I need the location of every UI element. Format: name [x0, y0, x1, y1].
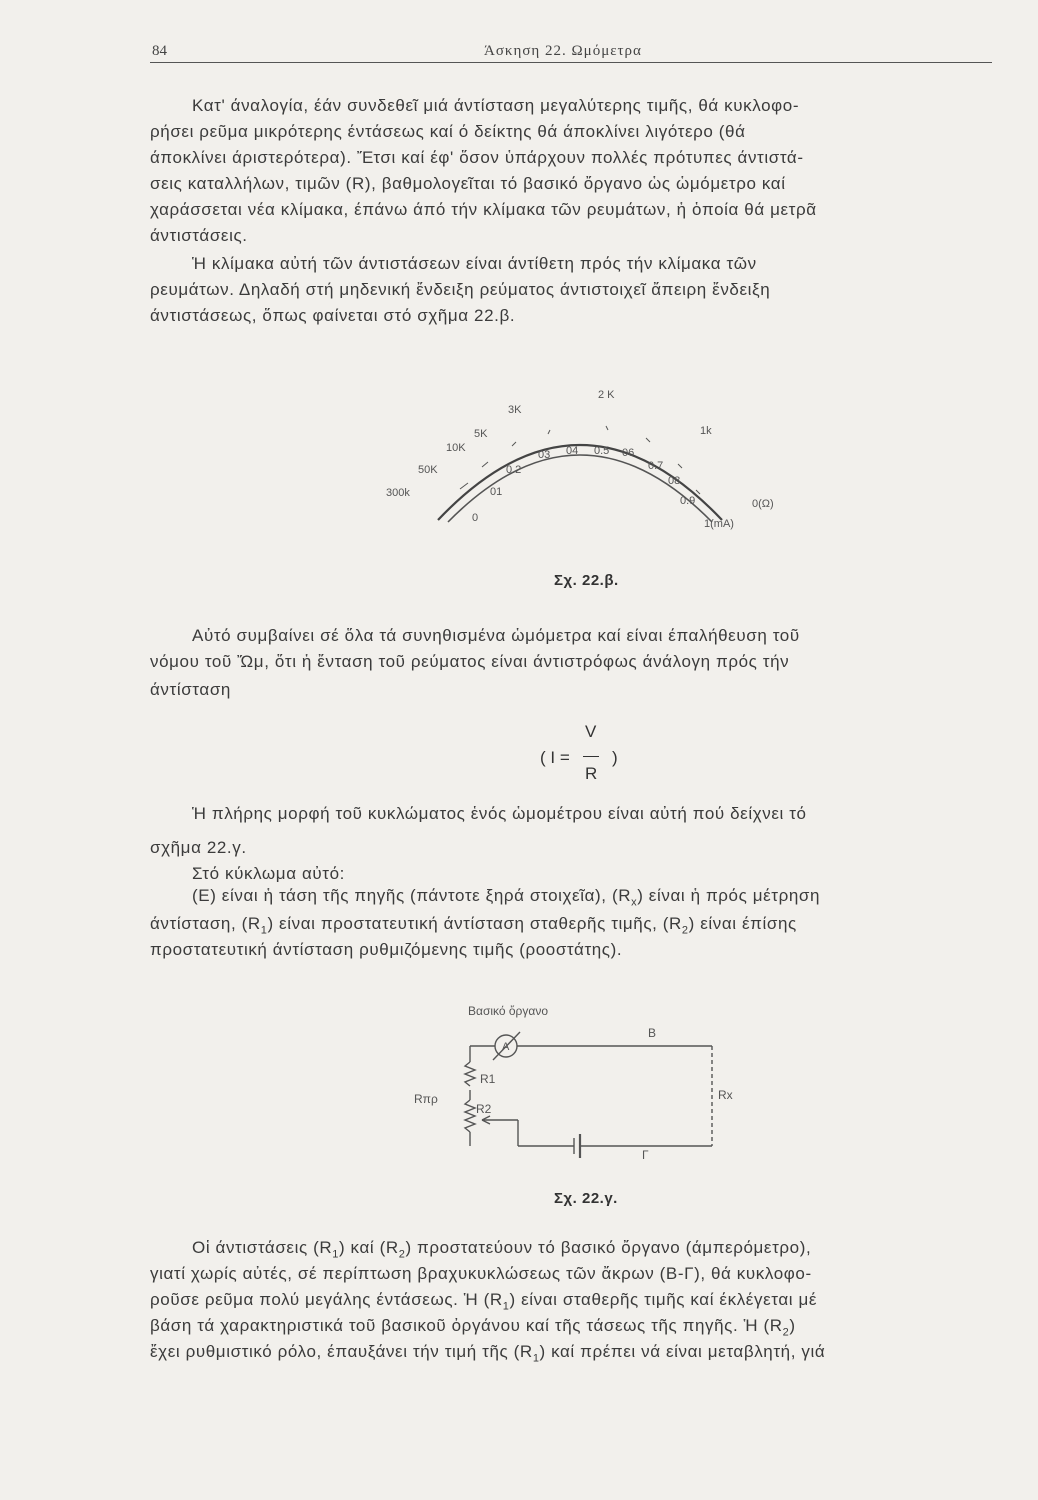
fraction-bar	[583, 756, 599, 757]
scale-label-inner: 04	[566, 445, 579, 457]
formula-lhs: ( I =	[540, 748, 570, 767]
text-line: νόμου τοῦ Ὤμ, ὅτι ἡ ἔνταση τοῦ ρεύματος είναι άντιστρόφως άνάλογη πρός τήν	[150, 652, 790, 671]
text-line: Ἡ κλίμακα αὐτή τῶν άντιστάσεων είναι άντίθετη πρός τήν κλίμακα τῶν	[192, 254, 757, 273]
terminal-g-label: Γ	[642, 1148, 649, 1162]
scale-label-outer: 10K	[446, 442, 466, 454]
scale-label-inner: 06	[622, 447, 635, 459]
scale-label-outer: 5K	[474, 428, 488, 440]
ammeter-label: A	[502, 1041, 510, 1053]
text-line: (E) είναι ἡ τάση τῆς πηγῆς (πάντοτε ξηρά στοιχεῖα), $(R_x)$ είναι ἡ πρός μέτρηση	[192, 886, 821, 909]
running-title: Άσκηση 22. Ωμόμετρα	[484, 43, 642, 59]
ohmmeter-circuit-figure	[400, 1000, 760, 1180]
text-line: ἔχει ρυθμιστικό ρόλο, έπαυξάνει τήν τιμή τῆς $(R_1)$ καί πρέπει νά είναι μεταβλητή, γιά	[150, 1342, 826, 1365]
scale-label-inner: 0	[472, 512, 479, 524]
scale-label-inner: 08	[668, 475, 681, 487]
r2-label: R2	[476, 1102, 492, 1116]
text-line: άντιστάσεις.	[150, 226, 248, 245]
text-line: άντίσταση, $(R_1)$ είναι προστατευτική άντίσταση σταθερῆς τιμῆς, $(R_2)$ είναι έπίσης	[150, 914, 797, 937]
text-line: ρευμάτων. Δηλαδή στή μηδενική ἔνδειξη ρεύματος άντιστοιχεῖ ἄπειρη ἔνδειξη	[150, 280, 771, 299]
text-line: ροῦσε ρεῦμα πολύ μεγάλης έντάσεως. Ἡ $(R_1)$ είναι σταθερῆς τιμῆς καί έκλέγεται μέ	[150, 1290, 818, 1313]
text-line: άντίσταση	[150, 680, 231, 699]
text-line: Οἱ άντιστάσεις $(R_1)$ καί $(R_2)$ προστατεύουν τό βασικό ὄργανο (άμπερόμετρο),	[192, 1238, 812, 1261]
scale-label-inner: 0.5	[594, 445, 610, 457]
scale-label-outer: 1k	[700, 425, 712, 437]
inner-scale-arc	[448, 455, 712, 522]
scale-label-outer: 3K	[508, 404, 522, 416]
text-line: Κατ' άναλογία, έάν συνδεθεῖ μιά άντίσταση μεγαλύτερης τιμῆς, θά κυκλοφο-	[192, 96, 800, 115]
scale-label-outer: 50K	[418, 464, 438, 476]
scale-label-inner: 1(mA)	[704, 518, 734, 530]
scale-label-inner: 0.7	[648, 460, 664, 472]
formula-denominator: R	[585, 764, 598, 783]
text-line: χαράσσεται νέα κλίμακα, έπάνω άπό τήν κλίμακα τῶν ρευμάτων, ἡ ὁποία θά μετρᾶ	[150, 200, 817, 219]
scale-label-inner: 01	[490, 486, 503, 498]
formula-numerator: V	[585, 722, 597, 741]
rx-label: Rx	[718, 1088, 733, 1102]
scale-label-inner: 03	[538, 449, 551, 461]
scale-label-outer: 0(Ω)	[752, 498, 774, 510]
text-line: Ἡ πλήρης μορφή τοῦ κυκλώματος ἑνός ὡμομέτρου είναι αὐτή πού δείχνει τό	[192, 804, 807, 823]
text-line: ρήσει ρεῦμα μικρότερης έντάσεως καί ό δείκτης θά άποκλίνει λιγότερο (θά	[150, 122, 746, 141]
text-line: γιατί χωρίς αὐτές, σέ περίπτωση βραχυκυκλώσεως τῶν ἄκρων (Β-Γ), θά κυκλοφο-	[150, 1264, 812, 1283]
text-line: βάση τά χαρακτηριστικά τοῦ βασικοῦ ὀργάνου καί τῆς τάσεως τῆς πηγῆς. Ἡ $(R_2)$	[150, 1316, 796, 1339]
formula-rhs: )	[612, 748, 618, 767]
page-number: 84	[152, 43, 167, 59]
header-rule	[150, 62, 992, 63]
text-line: σεις καταλλήλων, τιμῶν (R), βαθμολογεῖται τό βασικό ὄργανο ὡς ὡμόμετρο καί	[150, 174, 786, 193]
text-line: προστατευτική άντίσταση ρυθμιζόμενης τιμῆς (ροοστάτης).	[150, 940, 623, 959]
scale-label-inner: 0.9	[680, 495, 696, 507]
text-line: σχῆμα 22.γ.	[150, 838, 247, 857]
text-line: Στό κύκλωμα αὐτό:	[192, 864, 345, 883]
terminal-b-label: B	[648, 1026, 657, 1040]
instrument-label: Βασικό ὄργανο	[468, 1004, 548, 1018]
scale-label-inner: 0.2	[506, 464, 522, 476]
scale-label-outer: 2 K	[598, 389, 615, 401]
text-line: άποκλίνει άριστερότερα). Ἔτσι καί έφ' ὅσον ὑπάρχουν πολλές πρότυπες άντιστά-	[150, 148, 804, 167]
r1-label: R1	[480, 1072, 496, 1086]
rpr-label: Rπρ	[414, 1092, 438, 1106]
text-line: άντιστάσεως, ὅπως φαίνεται στό σχῆμα 22.β.	[150, 306, 516, 325]
figure-caption: Σχ. 22.γ.	[554, 1190, 618, 1207]
figure-caption: Σχ. 22.β.	[554, 572, 619, 589]
text-line: Αὐτό συμβαίνει σέ ὅλα τά συνηθισμένα ὡμόμετρα καί είναι έπαλήθευση τοῦ	[192, 626, 800, 645]
scale-label-outer: 300k	[386, 487, 410, 499]
